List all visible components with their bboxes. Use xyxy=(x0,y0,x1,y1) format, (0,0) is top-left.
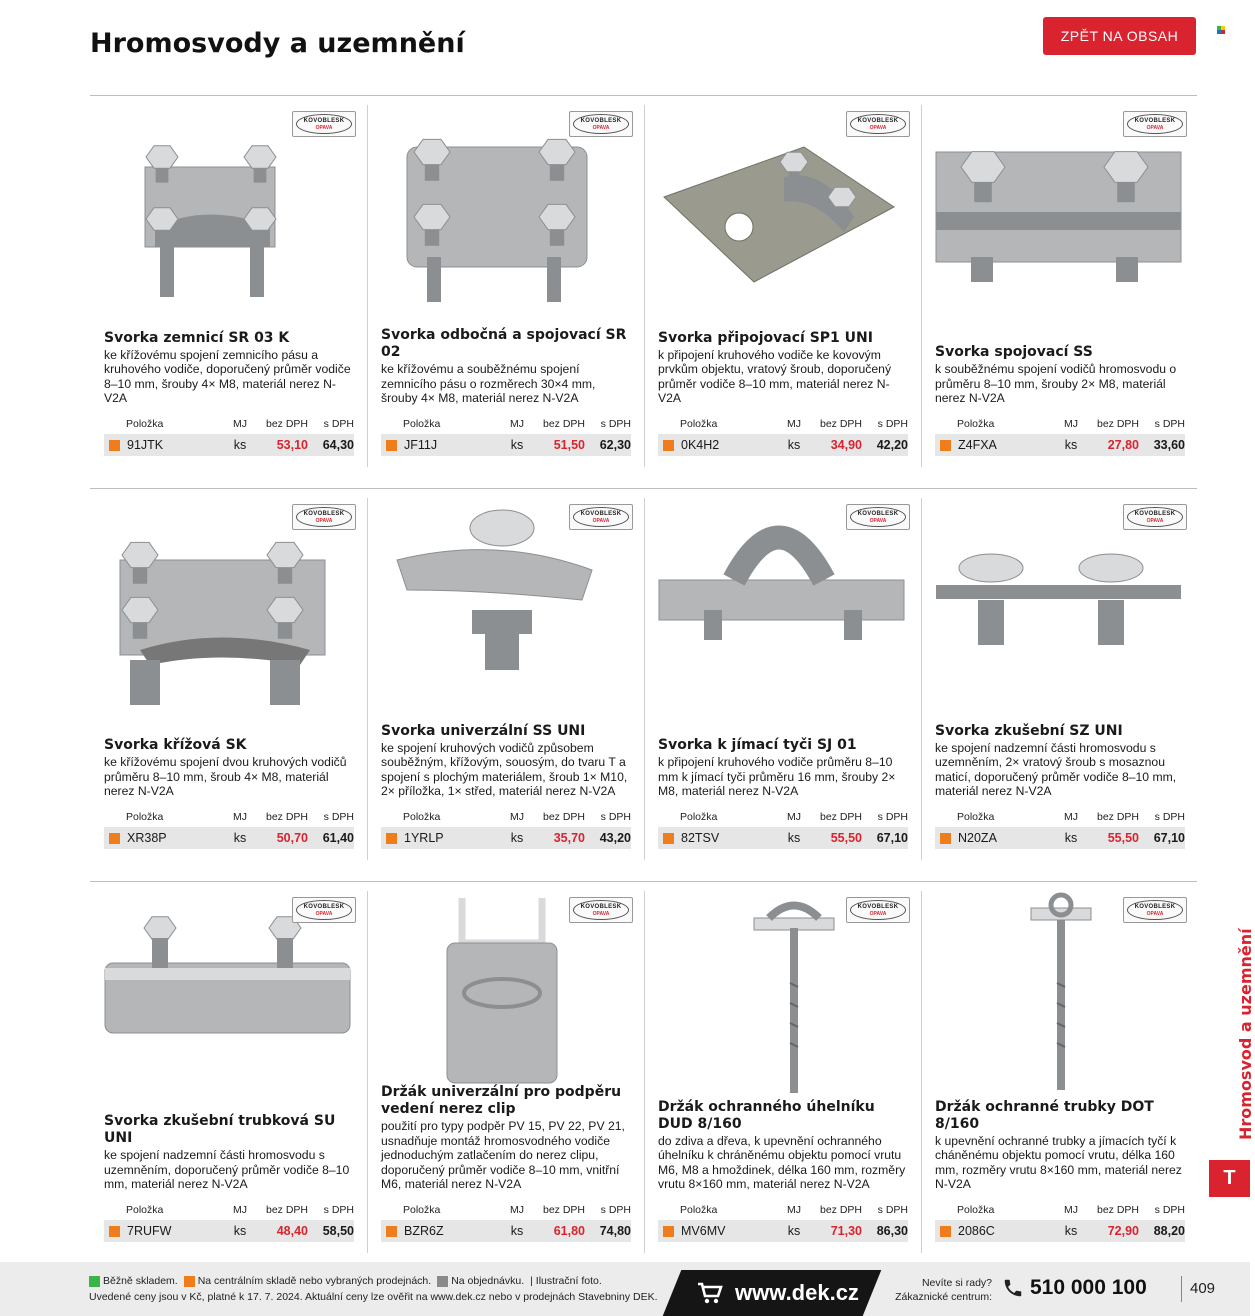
stock-indicator-icon xyxy=(940,833,951,844)
price-gross: 74,80 xyxy=(599,1224,631,1238)
corner-mark-icon xyxy=(1217,26,1225,34)
brand-logo xyxy=(1123,504,1187,530)
brand-logo xyxy=(292,897,356,923)
stock-indicator-icon xyxy=(663,833,674,844)
product-description: k připojení kruhového vodiče ke kovovým prvkům objektu, vratový šroub, doporučený průměr vodiče 8–10 mm, materiál nerez N-V2A xyxy=(658,347,892,406)
price-net: 71,30 xyxy=(830,1224,862,1238)
brand-logo xyxy=(569,504,633,530)
price-table-header: Položka MJ bez DPH s DPH xyxy=(680,417,908,430)
price-row[interactable] xyxy=(104,434,354,456)
price-net: 55,50 xyxy=(1107,831,1139,845)
stock-indicator-icon xyxy=(386,440,397,451)
brand-name: KOVOBLESK xyxy=(580,117,622,124)
brand-name: KOVOBLESK xyxy=(580,903,622,910)
brand-city: OPAVA xyxy=(1146,517,1164,524)
legend-in-stock: Běžně skladem. xyxy=(89,1275,178,1287)
brand-name: KOVOBLESK xyxy=(1134,510,1176,517)
price-net: 55,50 xyxy=(830,831,862,845)
price-table xyxy=(935,415,1185,456)
product-photo xyxy=(100,893,356,1098)
product-description: k připojení kruhového vodiče průměru 8–10 mm k jímací tyči průměru 16 mm, šrouby 2× M8, materiál nerez N-V2A xyxy=(658,755,896,799)
phone-icon xyxy=(1002,1277,1024,1299)
brand-logo xyxy=(569,897,633,923)
product-info xyxy=(104,330,354,406)
product-unit: ks xyxy=(510,438,524,452)
stock-indicator-icon xyxy=(386,1226,397,1237)
stock-indicator-icon xyxy=(940,440,951,451)
brand-city: OPAVA xyxy=(1146,124,1164,131)
product-unit: ks xyxy=(510,831,524,845)
product-title: Svorka k jímací tyči SJ 01 xyxy=(658,737,857,754)
stock-legend xyxy=(89,1275,602,1287)
price-note: Uvedené ceny jsou v Kč, platné k 17. 7. 2024. Aktuální ceny lze ověřit na www.dek.cz nebo v prodejnách Stavebniny DEK. xyxy=(89,1291,658,1303)
price-gross: 88,20 xyxy=(1153,1224,1185,1238)
product-description: ke křížovému spojení dvou kruhových vodičů průměru 8–10 mm, šroub 4× M8, materiál nerez N-V2A xyxy=(104,755,347,799)
brand-logo xyxy=(846,504,910,530)
brand-city: OPAVA xyxy=(1146,910,1164,917)
product-info xyxy=(381,1084,631,1192)
price-gross: 42,20 xyxy=(876,438,908,452)
price-table-header: Položka MJ bez DPH s DPH xyxy=(403,810,631,823)
product-card xyxy=(644,881,920,1274)
brand-logo xyxy=(569,111,633,137)
price-net: 72,90 xyxy=(1107,1224,1139,1238)
product-unit: ks xyxy=(787,438,801,452)
product-card xyxy=(921,881,1197,1274)
price-table xyxy=(658,808,908,849)
product-code: Z4FXA xyxy=(958,438,997,452)
product-card xyxy=(367,488,643,881)
product-unit: ks xyxy=(233,438,247,452)
product-unit: ks xyxy=(233,831,247,845)
product-info xyxy=(381,327,631,406)
product-photo xyxy=(377,107,633,312)
product-unit: ks xyxy=(787,831,801,845)
product-unit: ks xyxy=(233,1224,247,1238)
product-title: Svorka univerzální SS UNI xyxy=(381,722,586,739)
product-code: 82TSV xyxy=(681,831,720,845)
price-table-header: Položka MJ bez DPH s DPH xyxy=(680,810,908,823)
price-gross: 58,50 xyxy=(322,1224,354,1238)
price-net: 61,80 xyxy=(553,1224,585,1238)
price-table-header: Položka MJ bez DPH s DPH xyxy=(957,810,1185,823)
phone-number[interactable]: 510 000 100 xyxy=(1002,1276,1147,1300)
product-description: do zdiva a dřeva, k upevnění ochranného úhelníku k chráněnému objektu pomocí vrutu M6, M8 a hmoždinek, délka 160 mm, rozměry vrutu 8×160 mm, materiál nerez N-V2A xyxy=(658,1133,906,1192)
page-title: Hromosvody a uzemnění xyxy=(90,28,465,59)
section-tab[interactable]: T xyxy=(1209,1160,1250,1197)
brand-name: KOVOBLESK xyxy=(303,903,345,910)
product-code: 2086C xyxy=(958,1224,995,1238)
product-title: Držák ochranné trubky DOT 8/160 xyxy=(935,1098,1154,1132)
website-link[interactable]: www.dek.cz xyxy=(688,1270,868,1316)
price-gross: 86,30 xyxy=(876,1224,908,1238)
brand-name: KOVOBLESK xyxy=(857,117,899,124)
legend-on-order: Na objednávku. xyxy=(437,1275,524,1287)
stock-indicator-icon xyxy=(109,1226,120,1237)
product-title: Svorka křížová SK xyxy=(104,737,247,754)
product-code: MV6MV xyxy=(681,1224,726,1238)
product-unit: ks xyxy=(1064,831,1078,845)
product-info xyxy=(658,737,908,799)
product-title: Svorka zemnicí SR 03 K xyxy=(104,329,290,346)
product-title: Držák ochranného úhelníku DUD 8/160 xyxy=(658,1098,875,1132)
price-table xyxy=(381,1201,631,1242)
brand-city: OPAVA xyxy=(315,124,333,131)
product-info xyxy=(104,1113,354,1192)
price-table-header: Položka MJ bez DPH s DPH xyxy=(126,1203,354,1216)
product-unit: ks xyxy=(1064,1224,1078,1238)
product-info xyxy=(658,330,908,406)
product-info xyxy=(381,723,631,799)
price-gross: 64,30 xyxy=(322,438,354,452)
product-description: k souběžnému spojení vodičů hromosvodu o průměru 8–10 mm, šrouby 2× M8, materiál nerez N-V2A xyxy=(935,362,1177,406)
product-description: ke křížovému spojení zemnicího pásu a kruhového vodiče, doporučený průměr vodiče 8–10 mm, šrouby 4× M8, materiál nerez N-V2A xyxy=(104,347,351,406)
help-text: Nevíte si rady? Zákaznické centrum: xyxy=(895,1277,992,1303)
brand-logo xyxy=(292,111,356,137)
back-to-contents-button[interactable]: ZPĚT NA OBSAH xyxy=(1043,17,1196,55)
price-table-header: Položka MJ bez DPH s DPH xyxy=(680,1203,908,1216)
product-code: JF11J xyxy=(404,438,438,452)
product-card xyxy=(90,881,366,1274)
product-code: XR38P xyxy=(127,831,167,845)
legend-central-stock: Na centrálním skladě nebo vybraných prodejnách. xyxy=(184,1275,431,1287)
legend-suffix: | Ilustrační foto. xyxy=(530,1275,602,1287)
stock-indicator-icon xyxy=(109,833,120,844)
page-number: 409 xyxy=(1190,1280,1216,1297)
price-net: 34,90 xyxy=(830,438,862,452)
section-side-label: Hromosvod a uzemnění xyxy=(1236,928,1255,1140)
price-gross: 62,30 xyxy=(599,438,631,452)
price-table xyxy=(935,1201,1185,1242)
price-gross: 67,10 xyxy=(1153,831,1185,845)
price-net: 50,70 xyxy=(276,831,308,845)
page-number-separator xyxy=(1181,1276,1182,1302)
product-title: Svorka odbočná a spojovací SR 02 xyxy=(381,327,627,361)
product-card xyxy=(367,95,643,488)
price-row[interactable] xyxy=(658,827,908,849)
brand-city: OPAVA xyxy=(315,910,333,917)
price-table xyxy=(104,808,354,849)
product-info xyxy=(658,1099,908,1192)
price-table xyxy=(658,415,908,456)
product-code: 91JTK xyxy=(127,438,164,452)
price-table-header: Položka MJ bez DPH s DPH xyxy=(403,1203,631,1216)
price-table-header: Položka MJ bez DPH s DPH xyxy=(957,1203,1185,1216)
product-photo xyxy=(100,500,356,705)
brand-logo xyxy=(1123,111,1187,137)
brand-city: OPAVA xyxy=(592,517,610,524)
brand-logo xyxy=(846,897,910,923)
price-row[interactable] xyxy=(935,434,1185,456)
product-photo xyxy=(100,107,356,312)
stock-indicator-icon xyxy=(109,440,120,451)
price-gross: 67,10 xyxy=(876,831,908,845)
product-card xyxy=(644,95,920,488)
brand-name: KOVOBLESK xyxy=(1134,903,1176,910)
product-code: N20ZA xyxy=(958,831,997,845)
brand-city: OPAVA xyxy=(315,517,333,524)
price-row[interactable] xyxy=(381,1220,631,1242)
brand-city: OPAVA xyxy=(869,517,887,524)
product-photo xyxy=(377,893,633,1098)
product-unit: ks xyxy=(510,1224,524,1238)
cart-icon xyxy=(697,1282,723,1304)
price-table-header: Položka MJ bez DPH s DPH xyxy=(403,417,631,430)
price-net: 53,10 xyxy=(276,438,308,452)
price-table xyxy=(381,808,631,849)
product-info xyxy=(935,344,1185,406)
product-description: použití pro typy podpěr PV 15, PV 22, PV 21, usnadňuje montáž hromosvodného vodiče jednoduchým zatlačením do nerez clipu, doporučený průměr vodiče 8–10 mm, vnitřní M6, materiál nerez N-V2A xyxy=(381,1119,625,1192)
product-info xyxy=(935,1099,1185,1192)
stock-indicator-icon xyxy=(663,1226,674,1237)
product-description: k upevnění ochranné trubky a jímacích tyčí k cháněnému objektu pomocí vrutu, délka 160 mm, rozměry vrutu 8×160 mm, materiál nerez N-V2A xyxy=(935,1133,1182,1192)
product-card xyxy=(90,95,366,488)
price-table xyxy=(104,415,354,456)
price-gross: 33,60 xyxy=(1153,438,1185,452)
product-title: Svorka připojovací SP1 UNI xyxy=(658,329,873,346)
product-description: ke spojení kruhových vodičů způsobem souběžným, křížovým, souosým, do tvaru T a spojení s plochým materiálem, šroub 1× M10, 2× příložka, 1× střed, materiál nerez N-V2A xyxy=(381,740,628,799)
product-description: ke spojení nadzemní části hromosvodu s uzemněním, doporučený průměr vodiče 8–10 mm, materiál nerez N-V2A xyxy=(104,1148,350,1192)
product-card xyxy=(921,488,1197,881)
brand-logo xyxy=(292,504,356,530)
price-table-header: Položka MJ bez DPH s DPH xyxy=(126,417,354,430)
product-title: Držák univerzální pro podpěru vedení nerez clip xyxy=(381,1084,622,1118)
price-row[interactable] xyxy=(935,1220,1185,1242)
brand-logo xyxy=(1123,897,1187,923)
product-title: Svorka zkušební trubková SU UNI xyxy=(104,1113,336,1147)
price-table-header: Položka MJ bez DPH s DPH xyxy=(126,810,354,823)
brand-name: KOVOBLESK xyxy=(303,117,345,124)
product-code: BZR6Z xyxy=(404,1224,444,1238)
product-description: ke spojení nadzemní části hromosvodu s uzemněním, 2× vratový šroub s mosaznou maticí, doporučený průměr vodiče 8–10 mm, materiál nerez N-V2A xyxy=(935,740,1177,799)
price-row[interactable] xyxy=(658,1220,908,1242)
product-photo xyxy=(654,893,910,1098)
brand-logo xyxy=(846,111,910,137)
stock-indicator-icon xyxy=(386,833,397,844)
brand-city: OPAVA xyxy=(592,124,610,131)
stock-indicator-icon xyxy=(940,1226,951,1237)
price-net: 27,80 xyxy=(1107,438,1139,452)
product-code: 0K4H2 xyxy=(681,438,720,452)
product-info xyxy=(935,723,1185,799)
product-card xyxy=(90,488,366,881)
product-code: 1YRLP xyxy=(404,831,444,845)
product-info xyxy=(104,737,354,799)
brand-name: KOVOBLESK xyxy=(303,510,345,517)
product-description: ke křížovému a souběžnému spojení zemnicího pásu o rozměrech 30×4 mm, šrouby 4× M8, materiál nerez N-V2A xyxy=(381,362,596,406)
brand-name: KOVOBLESK xyxy=(857,510,899,517)
brand-name: KOVOBLESK xyxy=(1134,117,1176,124)
price-row[interactable] xyxy=(104,827,354,849)
price-row[interactable] xyxy=(104,1220,354,1242)
product-card xyxy=(644,488,920,881)
price-row[interactable] xyxy=(935,827,1185,849)
price-table xyxy=(381,415,631,456)
price-net: 48,40 xyxy=(276,1224,308,1238)
price-table-header: Položka MJ bez DPH s DPH xyxy=(957,417,1185,430)
price-net: 35,70 xyxy=(553,831,585,845)
product-title: Svorka zkušební SZ UNI xyxy=(935,722,1123,739)
brand-name: KOVOBLESK xyxy=(580,510,622,517)
product-photo xyxy=(654,500,910,705)
product-unit: ks xyxy=(1064,438,1078,452)
product-card xyxy=(921,95,1197,488)
product-photo xyxy=(931,107,1187,312)
price-net: 51,50 xyxy=(553,438,585,452)
price-row[interactable] xyxy=(658,434,908,456)
brand-name: KOVOBLESK xyxy=(857,903,899,910)
product-code: 7RUFW xyxy=(127,1224,172,1238)
price-table xyxy=(935,808,1185,849)
product-photo xyxy=(931,500,1187,705)
product-photo xyxy=(931,893,1187,1098)
stock-indicator-icon xyxy=(663,440,674,451)
price-gross: 61,40 xyxy=(322,831,354,845)
product-unit: ks xyxy=(787,1224,801,1238)
price-gross: 43,20 xyxy=(599,831,631,845)
brand-city: OPAVA xyxy=(869,124,887,131)
brand-city: OPAVA xyxy=(592,910,610,917)
product-photo xyxy=(654,107,910,312)
price-table xyxy=(104,1201,354,1242)
price-row[interactable] xyxy=(381,827,631,849)
price-row[interactable] xyxy=(381,434,631,456)
brand-city: OPAVA xyxy=(869,910,887,917)
price-table xyxy=(658,1201,908,1242)
product-card xyxy=(367,881,643,1274)
product-title: Svorka spojovací SS xyxy=(935,344,1093,361)
product-photo xyxy=(377,500,633,705)
